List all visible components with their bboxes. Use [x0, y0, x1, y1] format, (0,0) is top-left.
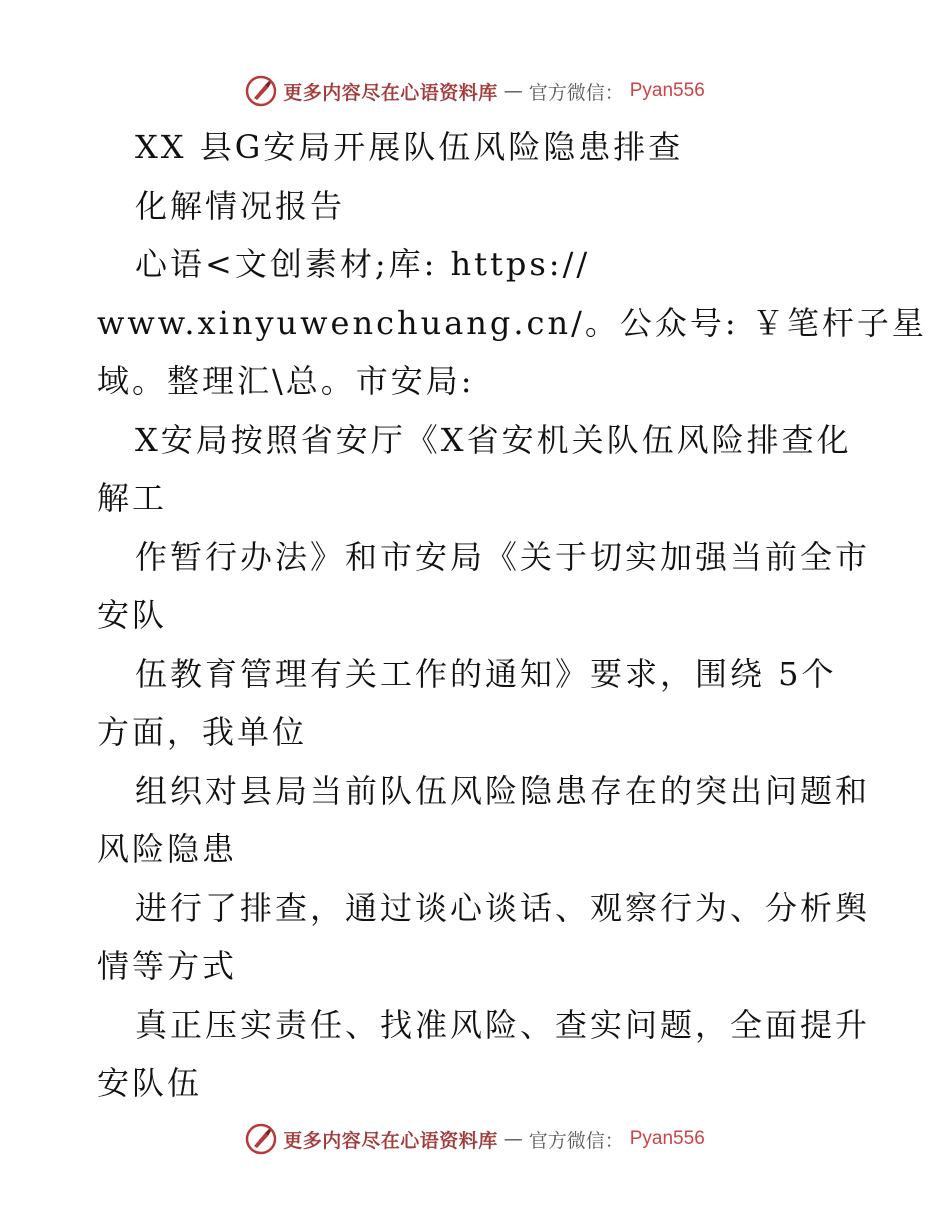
- doc-text-line: X安局按照省安厅《X省安机关队伍风险排查化: [135, 420, 852, 459]
- wechat-id: Pyan556: [629, 1128, 705, 1149]
- wechat-label: 官方微信：: [528, 1129, 624, 1152]
- pen-logo-icon: [245, 75, 277, 107]
- doc-text-line: 伍教育管理有关工作的通知》要求，围绕 5个: [135, 654, 837, 693]
- wechat-label: 官方微信：: [528, 81, 624, 104]
- doc-title-line-2: 化解情况报告: [135, 186, 346, 225]
- doc-text-line: 域。整理汇\总。市安局:: [97, 362, 475, 400]
- document-body: [97, 118, 927, 1113]
- doc-text-line: 情等方式: [97, 947, 238, 985]
- header-watermark-banner: [0, 71, 950, 111]
- doc-title-line-1: XX 县G安局开展队伍风险隐患排查: [135, 128, 684, 166]
- doc-text-line: 作暂行办法》和市安局《关于切实加强当前全市: [135, 537, 871, 576]
- wechat-id: Pyan556: [629, 80, 705, 101]
- site-name: 更多内容尽在心语资料库: [283, 1129, 498, 1152]
- doc-text-line: 进行了排查，通过谈心谈话、观察行为、分析舆: [135, 888, 871, 927]
- doc-text-line: 真正压实责任、找准风险、查实问题，全面提升: [135, 1005, 871, 1044]
- doc-text-line: 方面，我单位: [97, 713, 308, 751]
- separator-dash: —: [503, 80, 523, 102]
- doc-text-line: 解工: [97, 479, 168, 517]
- doc-text-line: 安队: [97, 596, 168, 634]
- separator-dash: —: [503, 1128, 523, 1150]
- doc-text-line: 安队伍: [97, 1064, 203, 1102]
- doc-text-line: 风险隐患: [97, 830, 238, 868]
- footer-watermark-banner: [0, 1119, 950, 1159]
- doc-text-line: 心语<文创素材;库: https://: [135, 245, 591, 283]
- doc-text-line: 组织对县局当前队伍风险隐患存在的突出问题和: [135, 771, 871, 810]
- site-name: 更多内容尽在心语资料库: [283, 81, 498, 104]
- doc-text-line: www.xinyuwenchuang.cn/。公众号: ￥笔杆子星: [97, 303, 927, 342]
- pen-logo-icon: [245, 1123, 277, 1155]
